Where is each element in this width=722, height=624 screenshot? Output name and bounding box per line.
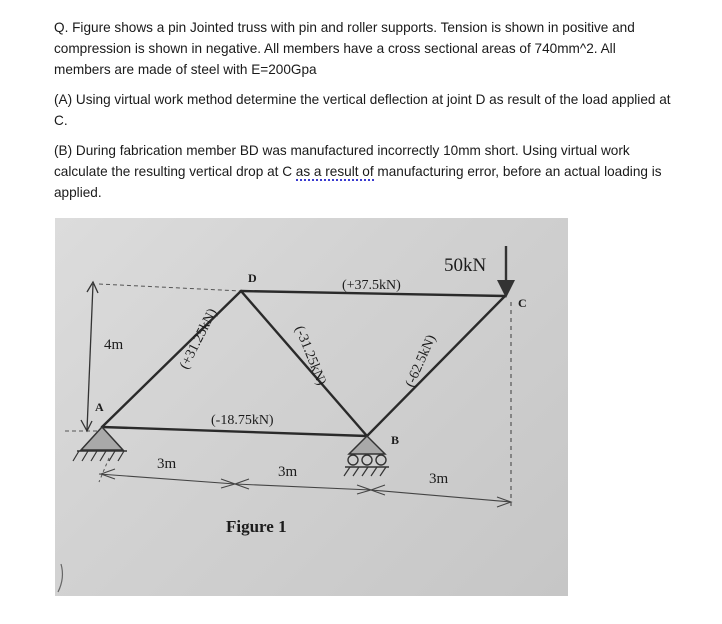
height-label: 4m — [104, 337, 124, 353]
load-arrow-icon — [497, 246, 515, 298]
joint-label-d: D — [248, 271, 257, 285]
joint-label-a: A — [95, 400, 104, 414]
member-ad — [102, 291, 241, 427]
question-part-a: (A) Using virtual work method determine the vertical deflection at joint D as result of the load applied at C. — [54, 92, 671, 128]
question-intro: Q. Figure shows a pin Jointed truss with pin and roller supports. Tension is shown in positive and compression is shown in negative. All members have a cross sectional areas of 740mm^2. All members are made of steel with E=200Gpa — [54, 20, 635, 77]
height-dimension-line — [87, 284, 93, 430]
span-label-ab-left: 3m — [157, 456, 177, 472]
truss-diagram — [55, 218, 568, 596]
span-dimension-lines — [99, 469, 511, 507]
member-ab — [102, 427, 367, 436]
roller-support-b — [344, 436, 389, 476]
pen-mark — [58, 564, 62, 592]
member-force-bc: (-62.5kN) — [402, 332, 440, 390]
part-b-text-end: manufacturing error, before an actual loading is applied. — [54, 164, 662, 200]
question-text — [54, 17, 674, 203]
part-b-text-start: (B) During fabrication member BD was manufactured incorrectly 10mm short. Using virtual work calculate the resulting vertical drop at C — [54, 143, 630, 179]
member-force-ad: (+31.25kN) — [177, 306, 221, 372]
height-arrow-down-icon — [81, 420, 92, 431]
truss-figure-photo — [55, 218, 568, 596]
span-label-ab-right: 3m — [278, 464, 298, 480]
joint-label-b: B — [391, 433, 400, 447]
joint-label-c: C — [518, 296, 527, 310]
figure-caption: Figure 1 — [226, 517, 287, 536]
top-dashed-line — [99, 284, 241, 291]
pin-dashed-line — [99, 458, 109, 482]
member-force-db: (-31.25kN) — [291, 323, 329, 388]
member-bc — [367, 296, 505, 436]
member-force-ab: (-18.75kN) — [211, 413, 274, 428]
part-b-dotted-phrase: as a result of — [295, 164, 374, 179]
span-label-bc: 3m — [429, 471, 449, 487]
member-force-dc: (+37.5kN) — [342, 278, 401, 293]
question-part-b — [54, 140, 674, 203]
load-label: 50kN — [444, 255, 487, 276]
pin-support-a — [73, 427, 127, 461]
